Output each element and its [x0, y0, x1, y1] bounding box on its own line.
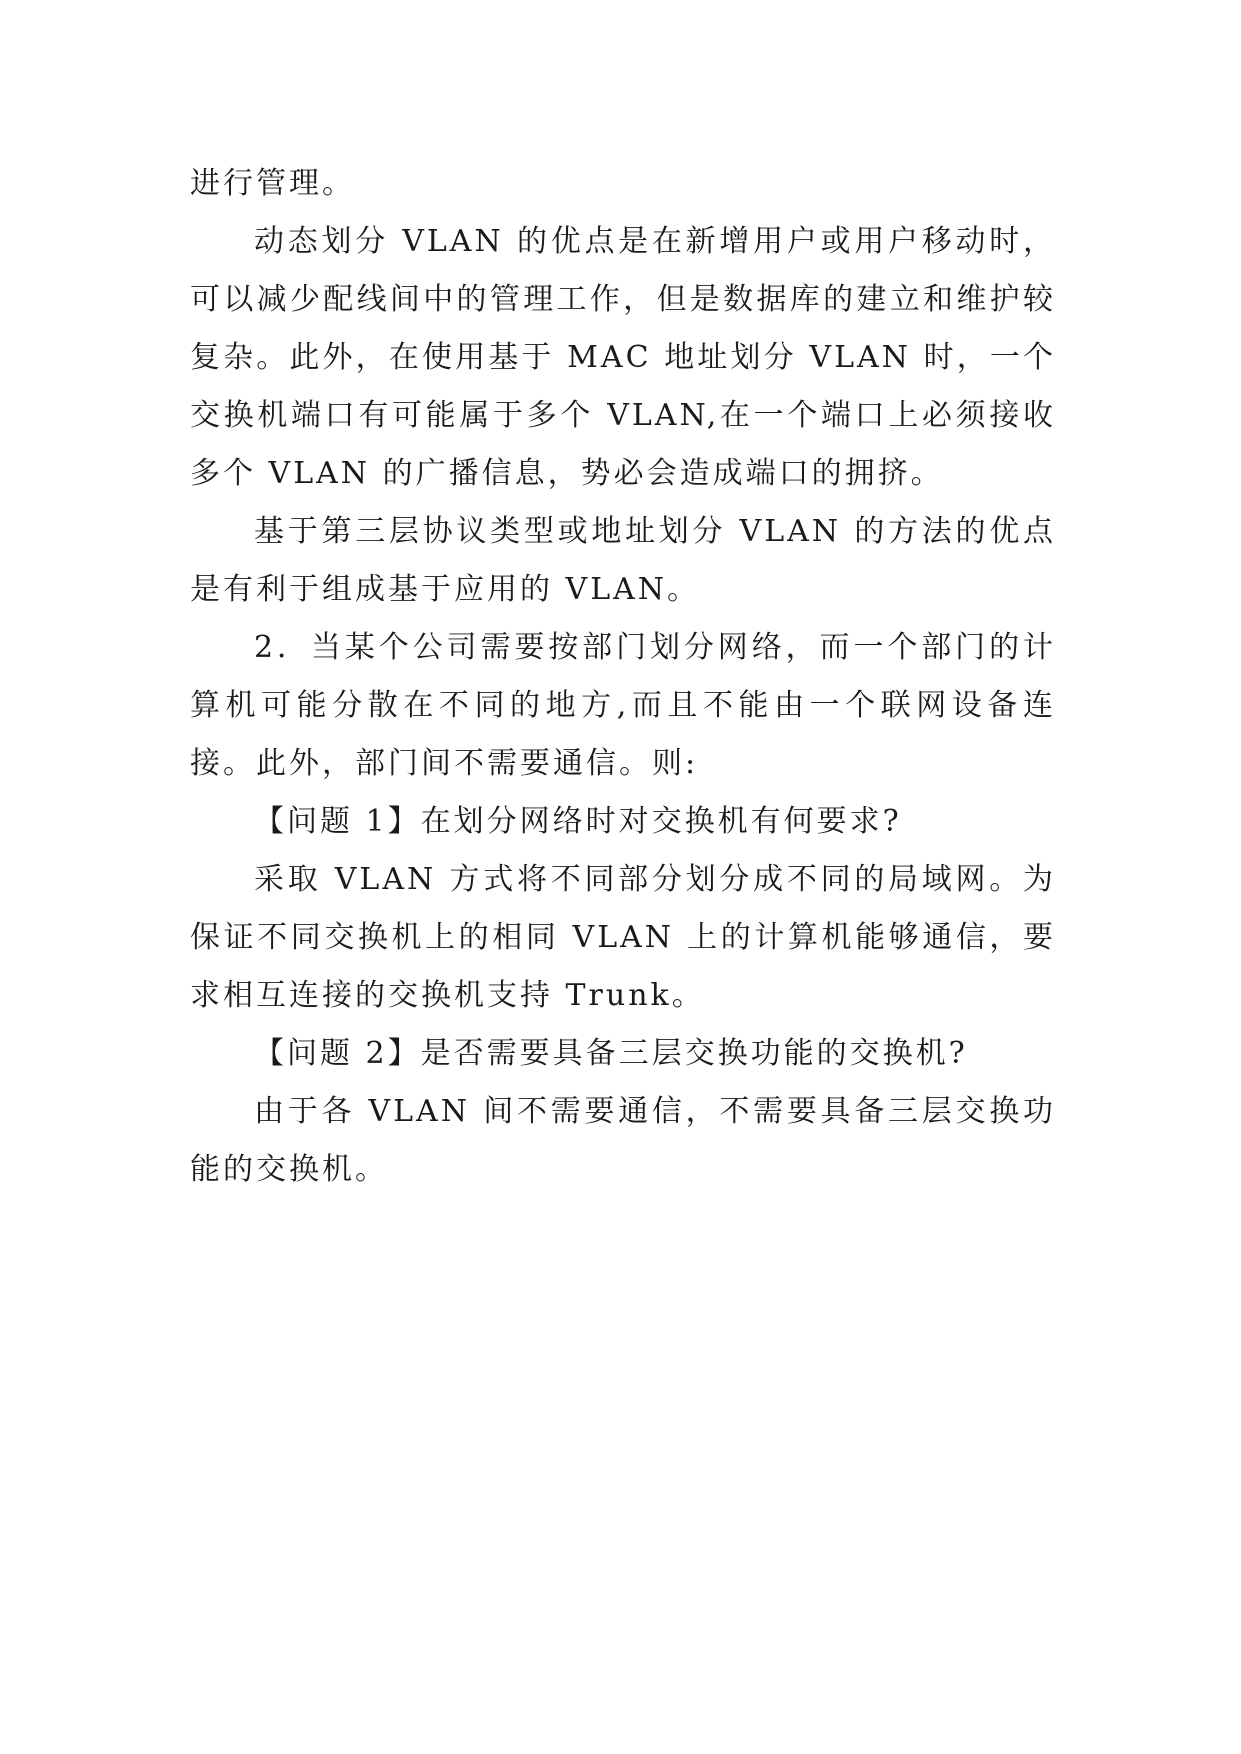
question-heading: 【问题 2】是否需要具备三层交换功能的交换机?	[254, 1036, 968, 1071]
paragraph: 进行管理。	[190, 166, 355, 201]
paragraph: 2．当某个公司需要按部门划分网络，而一个部门的计算机可能分散在不同的地方,而且不能由一个联网设备连接。此外，部门间不需要通信。则:	[190, 630, 1056, 781]
paragraph: 动态划分 VLAN 的优点是在新增用户或用户移动时，可以减少配线间中的管理工作，但是数据库的建立和维护较复杂。此外，在使用基于 MAC 地址划分 VLAN 时，一个交换机端口有可能属于多个 VLAN,在一个端口上必须接收多个 VLAN 的广播信息，势必会造成端口的拥挤。	[190, 224, 1056, 491]
paragraph: 基于第三层协议类型或地址划分 VLAN 的方法的优点是有利于组成基于应用的 VLAN。	[190, 514, 1056, 607]
question-heading: 【问题 1】在划分网络时对交换机有何要求?	[254, 804, 902, 839]
document-body	[190, 155, 1056, 1199]
paragraph: 采取 VLAN 方式将不同部分划分成不同的局域网。为保证不同交换机上的相同 VLAN 上的计算机能够通信，要求相互连接的交换机支持 Trunk。	[190, 862, 1056, 1013]
paragraph: 由于各 VLAN 间不需要通信，不需要具备三层交换功能的交换机。	[190, 1094, 1056, 1187]
